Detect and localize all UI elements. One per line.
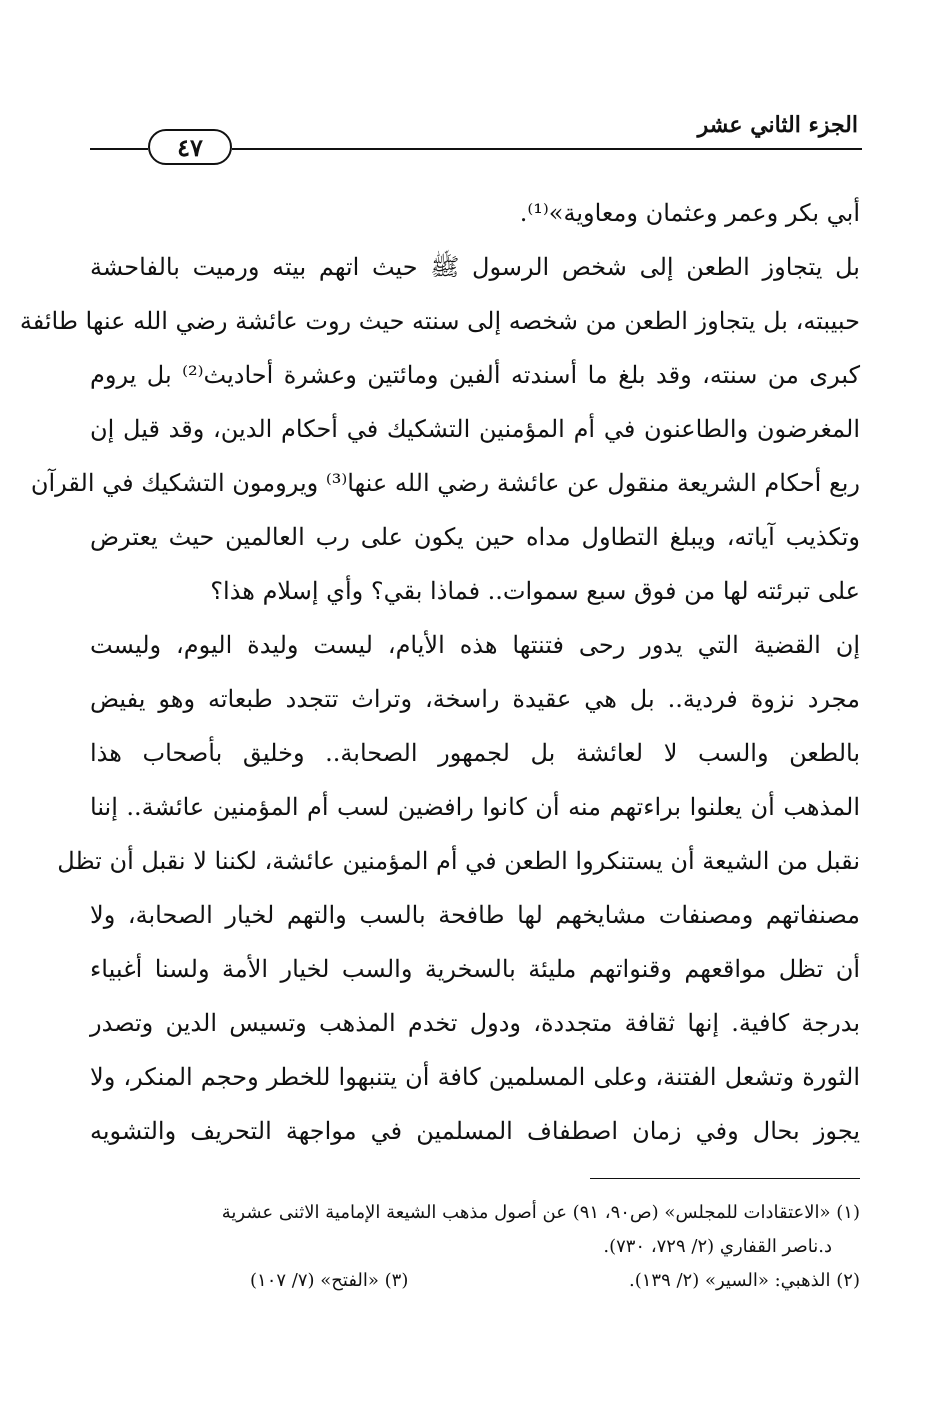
body-line: مجرد نزوة فردية.. بل هي عقيدة راسخة، وتراث تتجدد طبعاته وهو يفيض: [90, 685, 860, 713]
footnote-1: (١) «الاعتقادات للمجلس» (ص٩٠، ٩١) عن أصول مذهب الشيعة الإمامية الاثنى عشرية: [221, 1202, 860, 1223]
body-line: أبي بكر وعمر وعثمان ومعاوية»⁽¹⁾.: [519, 199, 860, 227]
footnote-2: (٢) الذهبي: «السير» (٢/ ١٣٩).: [628, 1270, 860, 1291]
body-line: إن القضية التي يدور رحى فتنتها هذه الأيام، ليست وليدة اليوم، وليست: [90, 631, 860, 659]
body-line: كبرى من سنته، وقد بلغ ما أسندته ألفين ومائتين وعشرة أحاديث⁽²⁾ بل يروم: [90, 361, 860, 389]
body-text: [19, 186, 861, 1158]
body-line: بدرجة كافية. إنها ثقافة متجددة، ودول تخدم المذهب وتسيس الدين وتصدر: [90, 1009, 860, 1037]
body-line: يجوز بحال وفي زمان اصطفاف المسلمين في مواجهة التحريف والتشويه: [90, 1117, 860, 1145]
body-line: ربع أحكام الشريعة منقول عن عائشة رضي الله عنها⁽³⁾ ويرومون التشكيك في القرآن: [30, 469, 860, 497]
body-line: بل يتجاوز الطعن إلى شخص الرسول ﷺ حيث اتهم بيته ورميت بالفاحشة: [90, 253, 860, 281]
footnote-separator: [590, 1178, 860, 1179]
footnote-1-continuation: د.ناصر القفاري (٢/ ٧٢٩، ٧٣٠).: [603, 1236, 832, 1257]
page-number-badge: [148, 129, 232, 165]
body-line: وتكذيب آياته، ويبلغ التطاول مداه حين يكون على رب العالمين حيث يعترض: [90, 523, 860, 551]
running-header-title: الجزء الثاني عشر: [697, 112, 858, 138]
header-rule-left: [90, 148, 148, 150]
footnotes: [90, 1196, 860, 1298]
body-line: على تبرئته لها من فوق سبع سموات.. فماذا بقي؟ وأي إسلام هذا؟: [210, 577, 860, 605]
body-line: أن تظل مواقعهم وقنواتهم مليئة بالسخرية والسب لخيار الأمة ولسنا أغبياء: [90, 955, 860, 983]
body-line: حبيبته، بل يتجاوز الطعن من شخصه إلى سنته حيث روت عائشة رضي الله عنها طائفة: [19, 307, 860, 335]
body-line: الثورة وتشعل الفتنة، وعلى المسلمين كافة أن يتنبهوا للخطر وحجم المنكر، ولا: [90, 1063, 861, 1091]
body-line: المغرضون والطاعنون في أم المؤمنين التشكيك في أحكام الدين، وقد قيل إن: [90, 415, 860, 443]
body-line: مصنفاتهم ومصنفات مشايخهم لها طافحة بالسب والتهم لخيار الصحابة، ولا: [90, 901, 861, 929]
body-line: نقبل من الشيعة أن يستنكروا الطعن في أم المؤمنين عائشة، لكننا لا نقبل أن تظل: [57, 847, 860, 875]
page-number: ٤٧: [177, 132, 203, 162]
body-line: بالطعن والسب لا لعائشة بل لجمهور الصحابة.. وخليق بأصحاب هذا: [90, 739, 860, 767]
header-rule: [232, 148, 862, 150]
body-line: المذهب أن يعلنوا براءتهم منه أن كانوا رافضين لسب أم المؤمنين عائشة.. إننا: [90, 793, 860, 821]
footnote-3: (٣) «الفتح» (٧/ ١٠٧): [250, 1270, 409, 1291]
footnote-row: [90, 1264, 860, 1298]
